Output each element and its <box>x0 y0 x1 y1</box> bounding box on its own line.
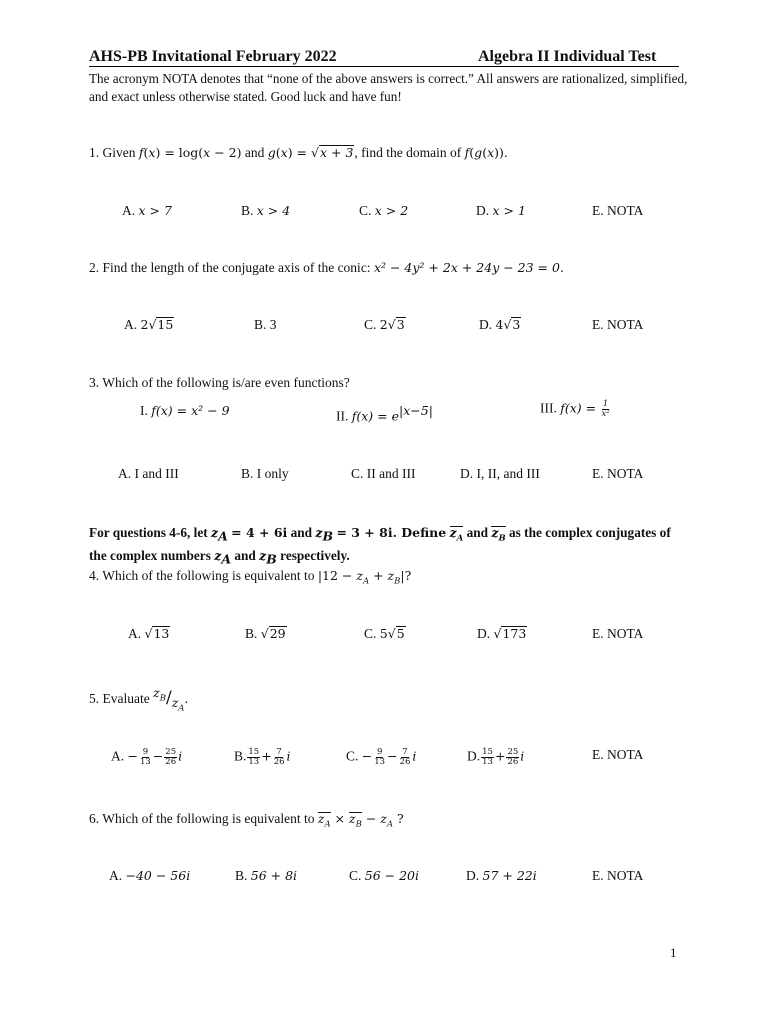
q1-choice-b[interactable]: B. x > 4 <box>241 203 291 218</box>
q1-composite: f <box>464 145 470 160</box>
q3-statement-3: III. f(x) = $\frac{1}{\text{x²}}$ <box>540 399 610 419</box>
q1-choice-e[interactable]: E. NOTA <box>592 203 644 218</box>
question-3: 3. Which of the following is/are even functions? <box>89 375 350 390</box>
question-4: 4. Which of the following is equivalent to $|12 - z_A + z_B|$? <box>89 568 412 587</box>
instructions: The acronym NOTA denotes that “none of the above answers is correct.” All answers are rationalized, simplified, and exact unless otherwise stated. Good luck and have fun! <box>89 71 688 104</box>
q4-choice-e[interactable]: E. NOTA <box>592 626 644 641</box>
q2-choice-a[interactable]: A. 2√15 <box>124 317 174 332</box>
q1-choice-c[interactable]: C. x > 2 <box>359 203 409 218</box>
question-6: 6. Which of the following is equivalent to $z_A \times z_B - z_A$ ? <box>89 811 404 830</box>
question-2: 2. Find the length of the conjugate axis of the conic: x² − 4y² + 2x + 24y − 23 = 0. <box>89 260 564 275</box>
q4-choice-d[interactable]: D. √173 <box>477 626 527 641</box>
q2-choice-e[interactable]: E. NOTA <box>592 317 644 332</box>
q6-choice-e[interactable]: E. NOTA <box>592 868 644 883</box>
question-1: 1. Given f(x) = log(x − 2) and g(x) = √x + 3, find the domain of f(g(x)). <box>89 145 508 160</box>
question-5: 5. Evaluate $z_B/z_A$. <box>89 685 189 714</box>
q2-choice-d[interactable]: D. 4√3 <box>479 317 521 332</box>
q6-choice-d[interactable]: D. 57 + 22i <box>466 868 537 883</box>
q3-choice-c[interactable]: C. II and III <box>351 466 416 481</box>
q6-choice-b[interactable]: B. 56 + 8i <box>235 868 298 883</box>
q2-choice-c[interactable]: C. 2√3 <box>364 317 405 332</box>
q3-choice-a[interactable]: A. I and III <box>118 466 179 481</box>
questions-4-6-note: For questions 4-6, let $z_A = 4 + 6i$ and $z_B = 3 + 8i$. Define $z_A$ and $z_B$ as the complex conjugates of the complex numbers $z_A$ and $z_B$ respectively. <box>89 525 671 567</box>
q1-g-definition: g <box>267 145 276 160</box>
q4-choice-b[interactable]: B. √29 <box>245 626 286 641</box>
q6-choice-c[interactable]: C. 56 − 20i <box>349 868 419 883</box>
q3-statement-2: II. $f(x) = e^{|x-5|}$ <box>336 403 433 424</box>
q5-choice-b[interactable]: B. $\frac{15}{13}$ + $\frac{7}{26}$ i <box>234 747 291 767</box>
test-title-left: AHS-PB Invitational February 2022 <box>89 48 337 65</box>
q4-choice-c[interactable]: C. 5√5 <box>364 626 405 641</box>
page-number: 1 <box>670 945 677 960</box>
q3-choice-e[interactable]: E. NOTA <box>592 466 644 481</box>
q5-choice-d[interactable]: D. $\frac{15}{13}$ + $\frac{25}{26}$ i <box>467 747 525 767</box>
q1-choice-a[interactable]: A. x > 7 <box>122 203 172 218</box>
q3-choice-d[interactable]: D. I, II, and III <box>460 466 540 481</box>
q6-choice-a[interactable]: A. −40 − 56i <box>109 868 191 883</box>
q2-choice-b[interactable]: B. 3 <box>254 317 277 332</box>
q2-equation: x² − 4y² + 2x + 24y − 23 = 0. <box>373 260 564 275</box>
q1-f-definition: f <box>138 145 144 160</box>
q5-choice-a[interactable]: A. − $\frac{9}{13}$ − $\frac{25}{26}$ i <box>111 747 183 767</box>
q1-choice-d[interactable]: D. x > 1 <box>476 203 526 218</box>
q4-choice-a[interactable]: A. √13 <box>128 626 170 641</box>
q5-choice-e[interactable]: E. NOTA <box>592 747 644 762</box>
header-rule <box>89 66 679 67</box>
test-title-right: Algebra II Individual Test <box>478 48 657 65</box>
q3-choice-b[interactable]: B. I only <box>241 466 289 481</box>
q5-choice-c[interactable]: C. − $\frac{9}{13}$ − $\frac{7}{26}$ i <box>346 747 417 767</box>
q3-statement-1: I. f(x) = x² − 9 <box>140 403 230 418</box>
